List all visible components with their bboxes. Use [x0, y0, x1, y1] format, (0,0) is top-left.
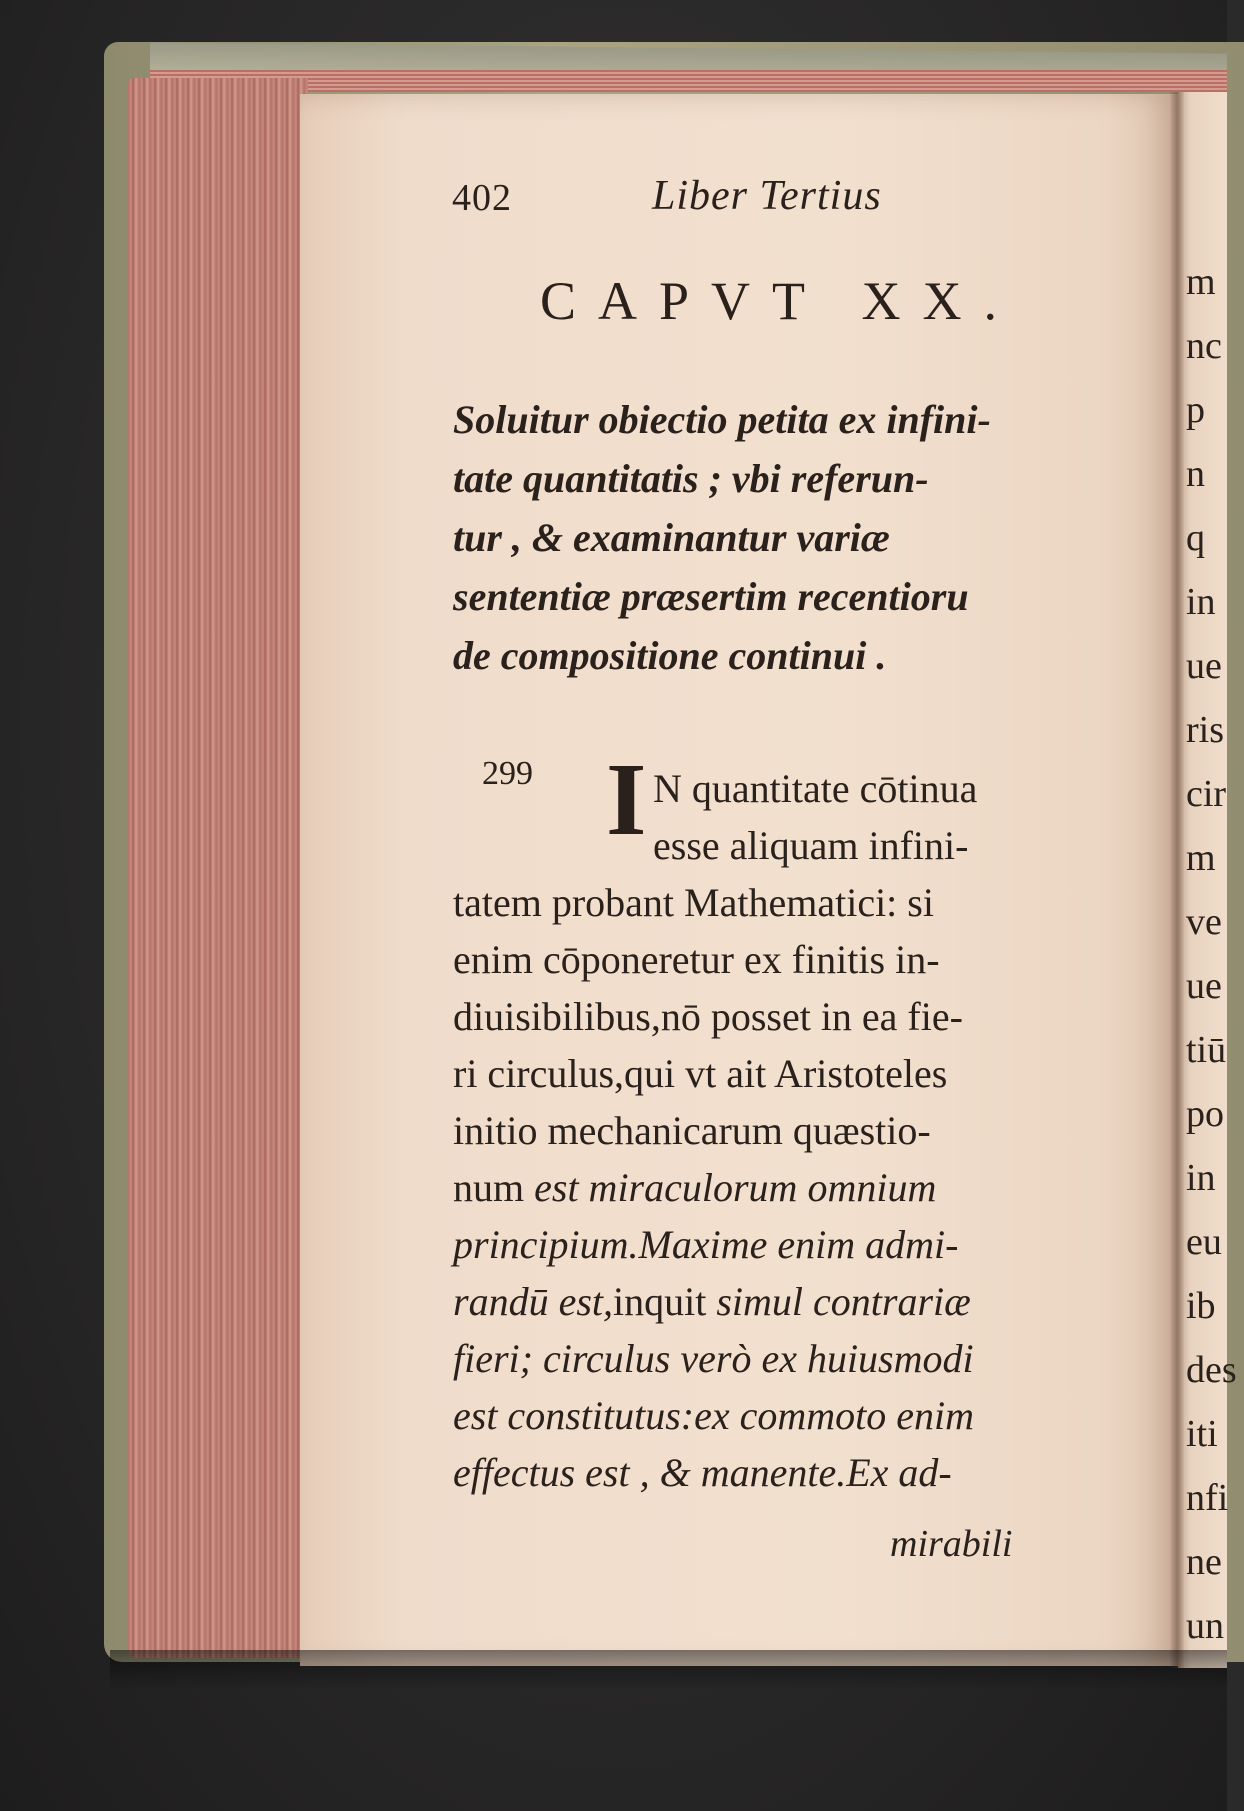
- chapter-summary: [453, 390, 1143, 685]
- facing-page-fragment: cir: [1186, 773, 1227, 815]
- body-line: enim cōponeretur ex finitis in-: [453, 937, 940, 982]
- facing-page-fragment: eu: [1186, 1221, 1222, 1263]
- body-line: esse aliquam infini-: [653, 823, 969, 868]
- facing-page-fragment: ib: [1186, 1285, 1216, 1327]
- facing-page-fragment: n: [1186, 453, 1205, 495]
- summary-line: Soluitur obiectio petita ex infini-: [453, 397, 991, 442]
- roman-text: num: [453, 1165, 535, 1210]
- body-line-italic: effectus est , & manente.Ex ad-: [453, 1450, 952, 1495]
- body-line-italic: est constitutus:ex commoto enim: [453, 1393, 974, 1438]
- facing-page-fragment: iti: [1186, 1413, 1218, 1455]
- paragraph-body: [453, 760, 1143, 1501]
- roman-text: inquit: [613, 1279, 717, 1324]
- facing-page-fragment: ris: [1186, 709, 1224, 751]
- body-line-mixed: [453, 1159, 1143, 1216]
- body-line-mixed: [453, 1273, 1143, 1330]
- paragraph-number: 299: [482, 755, 533, 792]
- body-line: diuisibilibus,nō posset in ea fie-: [453, 994, 963, 1039]
- facing-page-fragment: p: [1186, 389, 1205, 431]
- italic-quote: est miraculorum omnium: [534, 1165, 937, 1210]
- page-edges-top: [150, 70, 1227, 92]
- running-title: Liber Tertius: [652, 173, 882, 219]
- bottom-shadow: [110, 1650, 1227, 1690]
- page-edges: [128, 78, 308, 1658]
- facing-page-fragment: ve: [1186, 901, 1222, 943]
- summary-line: sententiæ præsertim recentioru: [453, 574, 969, 619]
- facing-page-fragment: ne: [1186, 1541, 1222, 1583]
- summary-line: tur , & examinantur variæ: [453, 515, 890, 560]
- body-line-italic: fieri; circulus verò ex huiusmodi: [453, 1336, 974, 1381]
- page-gutter: [1170, 92, 1184, 1668]
- facing-page-fragment: tiū: [1186, 1029, 1227, 1071]
- facing-page-fragment: un: [1186, 1605, 1224, 1647]
- italic-quote: simul contrariæ: [716, 1279, 971, 1324]
- facing-page-text: [1186, 250, 1237, 1658]
- body-line: ri circulus,qui vt ait Aristoteles: [453, 1051, 948, 1096]
- facing-page-fragment: in: [1186, 581, 1216, 623]
- facing-page-fragment: nc: [1186, 325, 1222, 367]
- facing-page-fragment: m: [1186, 837, 1216, 879]
- body-line: tatem probant Mathematici: si: [453, 880, 934, 925]
- body-line: N quantitate cōtinua: [653, 766, 978, 811]
- body-line: initio mechanicarum quæstio-: [453, 1108, 931, 1153]
- facing-page-fragment: ue: [1186, 645, 1222, 687]
- facing-page-fragment: po: [1186, 1093, 1224, 1135]
- body-line-italic: principium.Maxime enim admi-: [453, 1222, 959, 1267]
- facing-page-fragment: nfi: [1186, 1477, 1229, 1519]
- summary-line: de compositione continui .: [453, 633, 887, 678]
- facing-page-fragment: q: [1186, 517, 1205, 559]
- facing-page-fragment: ue: [1186, 965, 1222, 1007]
- facing-page-fragment: des: [1186, 1349, 1237, 1391]
- drop-cap: I: [606, 742, 647, 857]
- catchword: mirabili: [890, 1523, 1013, 1565]
- facing-page-fragment: in: [1186, 1157, 1216, 1199]
- chapter-heading: CAPVT XX.: [540, 271, 1020, 331]
- page-number: 402: [452, 177, 512, 219]
- facing-page-fragment: m: [1186, 261, 1216, 303]
- italic-quote: randū est,: [453, 1279, 613, 1324]
- summary-line: tate quantitatis ; vbi referun-: [453, 456, 929, 501]
